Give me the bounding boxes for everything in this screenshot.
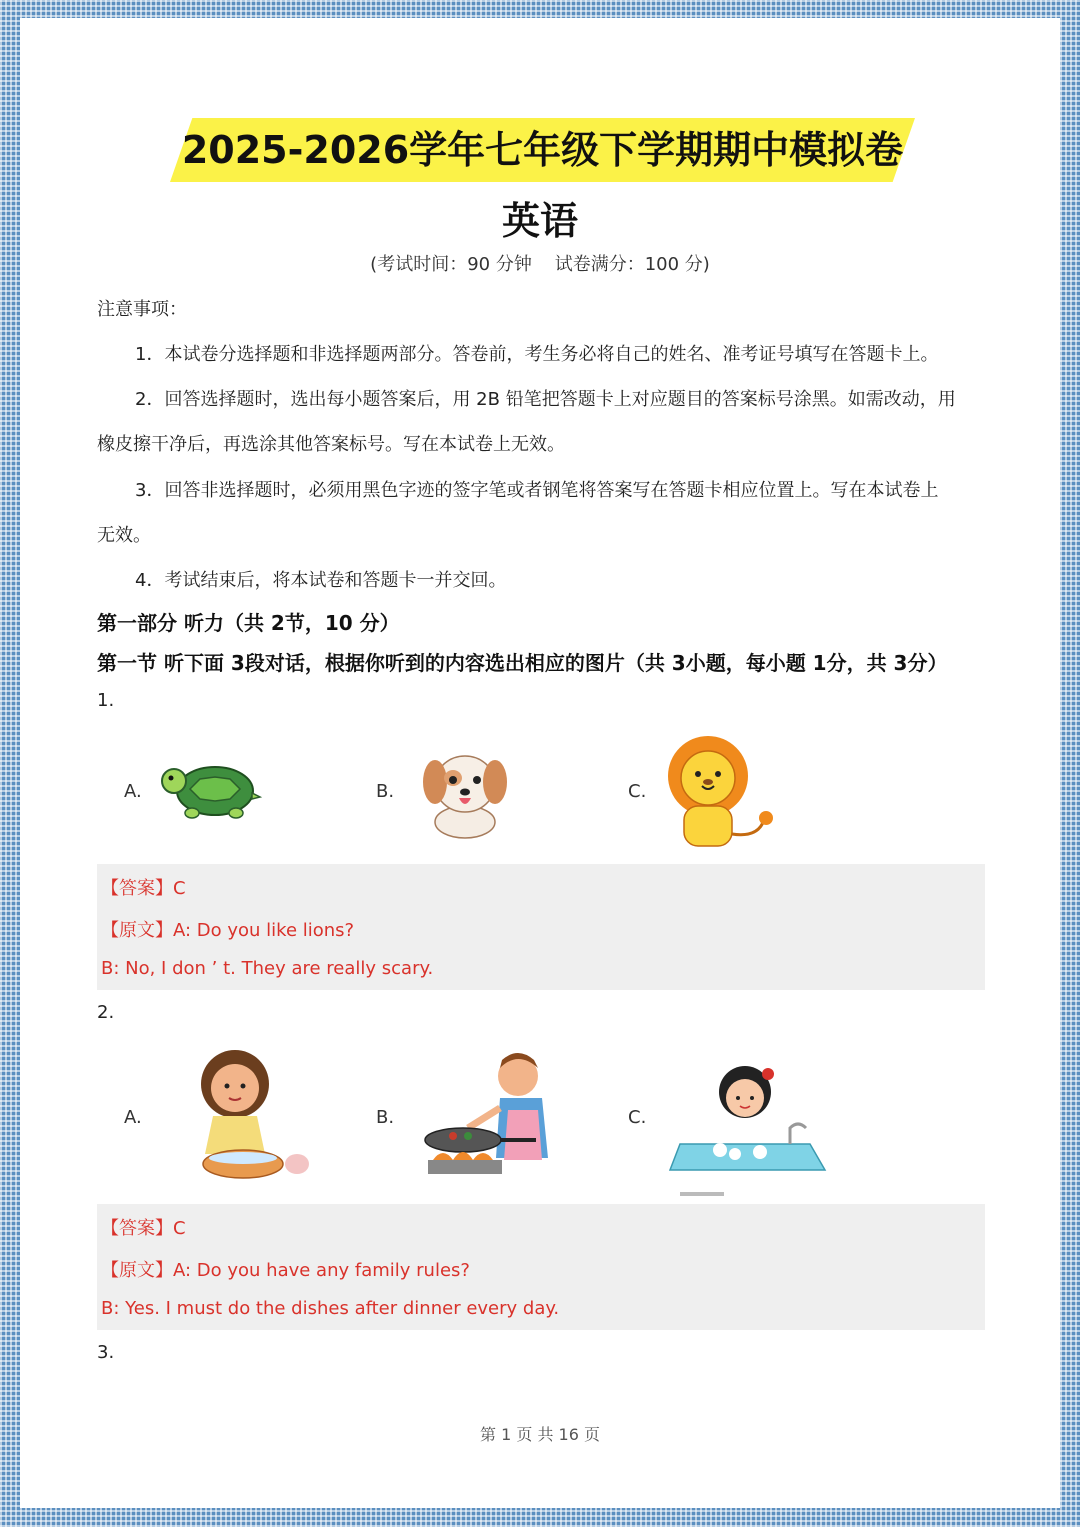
part-1-heading: 第一部分 听力（共 2节，10 分） bbox=[97, 611, 400, 635]
answer-box bbox=[97, 1204, 985, 1330]
option-label: A. bbox=[124, 1107, 142, 1128]
script-tag: 【原文】 bbox=[101, 920, 173, 941]
turtle-icon bbox=[160, 753, 260, 823]
answer-line bbox=[101, 874, 186, 900]
notice-item-3-line-1: 3．回答非选择题时，必须用黑色字迹的签字笔或者钢笔将答案写在答题卡相应位置上。写在本试卷上 bbox=[135, 480, 939, 501]
girl-washing-dishes-icon bbox=[660, 1058, 830, 1198]
answer-line bbox=[101, 1214, 186, 1240]
answer-tag: 【答案】 bbox=[101, 1218, 173, 1239]
notice-heading: 注意事项： bbox=[97, 299, 187, 320]
script-line-a bbox=[101, 1256, 470, 1282]
exam-page bbox=[20, 18, 1060, 1508]
option-label: B. bbox=[376, 1107, 395, 1128]
lion-icon bbox=[658, 734, 776, 852]
page-title: 2025-2026学年七年级下学期期中模拟卷 bbox=[181, 128, 904, 172]
option-label: B. bbox=[376, 781, 395, 802]
question-number: 3. bbox=[97, 1342, 115, 1363]
answer-value: C bbox=[173, 878, 186, 899]
script-tag: 【原文】 bbox=[101, 1260, 173, 1281]
notice-item-2-line-1: 2．回答选择题时，选出每小题答案后，用 2B 铅笔把答题卡上对应题目的答案标号涂黑。如需改动，用 bbox=[135, 389, 956, 410]
title-banner bbox=[170, 118, 915, 182]
script-text-b: B: Yes. I must do the dishes after dinner every day. bbox=[101, 1298, 560, 1319]
script-text-a: A: Do you have any family rules? bbox=[173, 1260, 470, 1281]
notice-item-2-line-2: 橡皮擦干净后，再选涂其他答案标号。写在本试卷上无效。 bbox=[97, 434, 565, 455]
question-number: 2. bbox=[97, 1002, 115, 1023]
girl-washing-clothes-icon bbox=[185, 1046, 315, 1186]
question-number: 1. bbox=[97, 690, 115, 711]
page-footer: 第 1 页 共 16 页 bbox=[480, 1425, 600, 1444]
script-line-a bbox=[101, 916, 354, 942]
notice-item-1: 1．本试卷分选择题和非选择题两部分。答卷前，考生务必将自己的姓名、准考证号填写在答题卡上。 bbox=[135, 344, 939, 365]
answer-box bbox=[97, 864, 985, 990]
notice-item-3-line-2: 无效。 bbox=[97, 525, 151, 546]
script-text-b: B: No, I don ’ t. They are really scary. bbox=[101, 958, 434, 979]
option-label: C. bbox=[628, 1107, 647, 1128]
notice-item-4: 4．考试结束后，将本试卷和答题卡一并交回。 bbox=[135, 570, 507, 591]
section-1-heading: 第一节 听下面 3段对话，根据你听到的内容选出相应的图片（共 3小题，每小题 1分，共 3分） bbox=[97, 651, 948, 675]
answer-tag: 【答案】 bbox=[101, 878, 173, 899]
subject-title: 英语 bbox=[501, 199, 578, 243]
exam-info: (考试时间：90 分钟 试卷满分：100 分) bbox=[370, 254, 710, 275]
answer-value: C bbox=[173, 1218, 186, 1239]
woman-cooking-icon bbox=[408, 1048, 583, 1188]
option-label: C. bbox=[628, 781, 647, 802]
script-text-a: A: Do you like lions? bbox=[173, 920, 355, 941]
puppy-icon bbox=[415, 740, 515, 840]
option-label: A. bbox=[124, 781, 142, 802]
